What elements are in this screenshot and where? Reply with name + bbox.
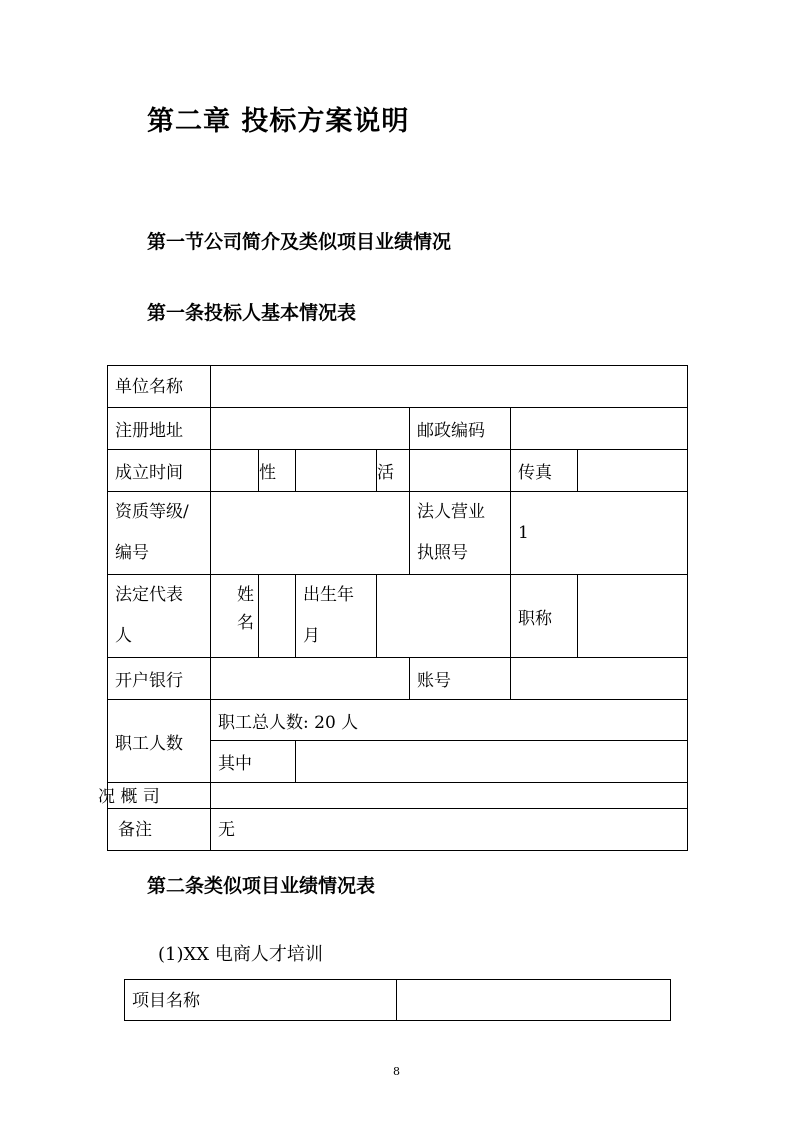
among-value: [296, 741, 688, 783]
qualification-value: [211, 492, 410, 575]
xing-cell: 性: [259, 450, 296, 492]
chapter-title: 第二章 投标方案说明: [147, 106, 410, 137]
birth-label: [296, 575, 377, 658]
founded-label: 成立时间: [108, 450, 211, 492]
name-value: [259, 575, 296, 658]
bank-label: 开户银行: [108, 658, 211, 700]
project-table: [124, 979, 671, 1021]
bank-value: [211, 658, 410, 700]
remark-label: 备注: [108, 809, 211, 851]
job-title-label: 职称: [511, 575, 578, 658]
staff-total: 职工总人数: 20 人: [211, 700, 688, 741]
project-name-value: [397, 980, 671, 1021]
account-label: 账号: [410, 658, 511, 700]
nature-value: [296, 450, 377, 492]
job-title-value: [578, 575, 688, 658]
unit-name-value: [211, 366, 688, 408]
unit-name-label: 单位名称: [108, 366, 211, 408]
fax-value: [578, 450, 688, 492]
name-label: [211, 575, 259, 658]
qualification-label-line2: 编号: [115, 543, 149, 563]
company-overview-value: [211, 783, 688, 809]
qualification-label: [108, 492, 211, 575]
section-heading: 第一节公司简介及类似项目业绩情况: [147, 231, 452, 253]
birth-label-line1: 出生年: [303, 585, 354, 605]
license-value: 1: [511, 492, 688, 575]
name-label-line1: 姓: [237, 585, 254, 605]
company-overview-text: 况 概 司: [98, 787, 160, 807]
qualification-label-line1: 资质等级/: [115, 502, 189, 522]
project-name-label: 项目名称: [125, 980, 397, 1021]
name-label-line2: 名: [237, 613, 254, 633]
postcode-value: [511, 408, 688, 450]
founded-value: [211, 450, 259, 492]
license-label-line2: 执照号: [417, 543, 468, 563]
reg-address-label: 注册地址: [108, 408, 211, 450]
bidder-basic-info-table: [98, 365, 688, 851]
article-heading-projects: 第二条类似项目业绩情况表: [147, 875, 376, 897]
article-heading-basic-info: 第一条投标人基本情况表: [147, 302, 357, 324]
birth-label-line2: 月: [303, 626, 320, 646]
legal-rep-label-line1: 法定代表: [115, 585, 183, 605]
page-number: 8: [393, 1065, 400, 1078]
among-label: 其中: [211, 741, 296, 783]
huo-value: [410, 450, 511, 492]
company-overview-label: [98, 783, 211, 809]
reg-address-value: [211, 408, 410, 450]
project-heading: (1)XX 电商人才培训: [158, 944, 323, 965]
account-value: [511, 658, 688, 700]
fax-label: 传真: [511, 450, 578, 492]
legal-rep-label: [108, 575, 211, 658]
birth-value: [377, 575, 511, 658]
huo-cell: 活: [377, 450, 410, 492]
remark-value: 无: [211, 809, 688, 851]
postcode-label: 邮政编码: [410, 408, 511, 450]
staff-label: 职工人数: [108, 700, 211, 783]
license-label-line1: 法人营业: [417, 502, 485, 522]
license-label: [410, 492, 511, 575]
legal-rep-label-line2: 人: [115, 626, 132, 646]
